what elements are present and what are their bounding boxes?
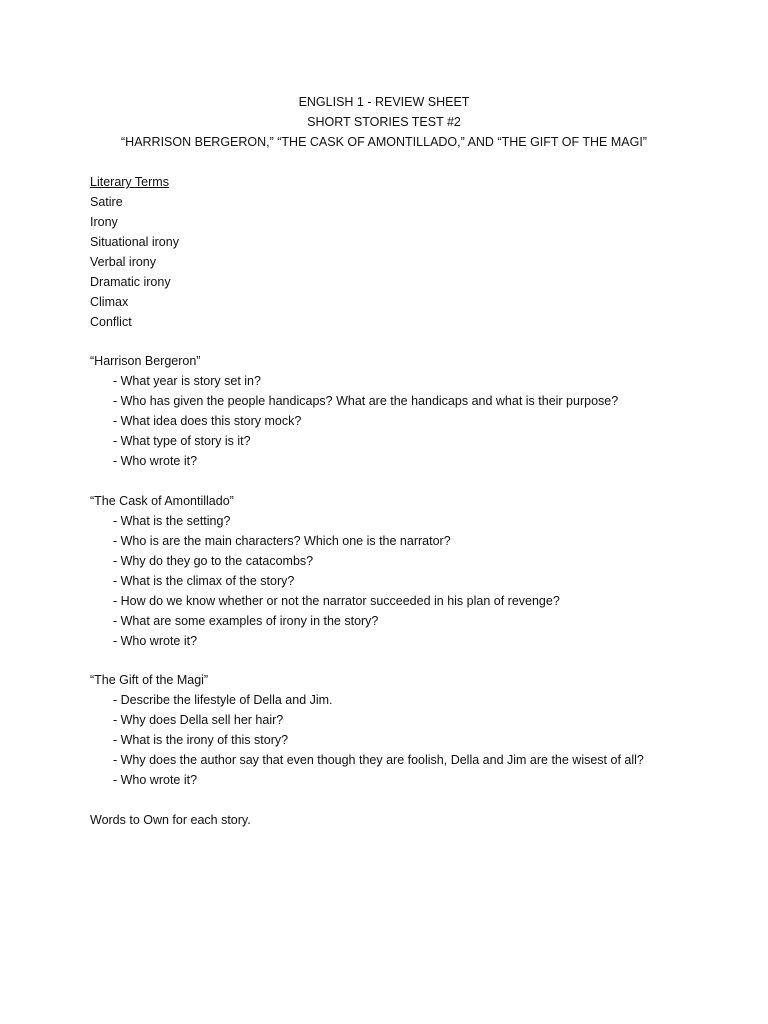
question-item: - What are some examples of irony in the story?	[113, 614, 379, 628]
section-title-harrison-bergeron: “Harrison Bergeron”	[90, 354, 201, 368]
question-item: - How do we know whether or not the narrator succeeded in his plan of revenge?	[113, 594, 560, 608]
question-item: - Who wrote it?	[113, 634, 198, 648]
document-subtitle: SHORT STORIES TEST #2	[307, 115, 461, 129]
question-item: - What is the setting?	[113, 514, 231, 528]
document-title: ENGLISH 1 - REVIEW SHEET	[298, 95, 470, 109]
question-item: - Who wrote it?	[113, 773, 198, 787]
question-item: - Who is are the main characters? Which one is the narrator?	[113, 534, 451, 548]
section-title-cask-of-amontillado: “The Cask of Amontillado”	[90, 494, 234, 508]
question-item: - Why does the author say that even though they are foolish, Della and Jim are the wisest of all?	[113, 753, 644, 767]
question-item: - What year is story set in?	[113, 374, 261, 388]
question-item: - What idea does this story mock?	[113, 414, 302, 428]
question-item: - Describe the lifestyle of Della and Jim.	[113, 693, 333, 707]
literary-term: Conflict	[90, 315, 132, 329]
story-list-heading: “HARRISON BERGERON,” “THE CASK OF AMONTILLADO,” AND “THE GIFT OF THE MAGI”	[121, 135, 647, 149]
literary-term: Verbal irony	[90, 255, 157, 269]
literary-term: Irony	[90, 215, 118, 229]
section-title-gift-of-the-magi: “The Gift of the Magi”	[90, 673, 209, 687]
literary-term: Climax	[90, 295, 129, 309]
literary-term: Situational irony	[90, 235, 179, 249]
question-item: - What type of story is it?	[113, 434, 251, 448]
literary-term: Dramatic irony	[90, 275, 171, 289]
question-item: - Who has given the people handicaps? What are the handicaps and what is their purpose?	[113, 394, 619, 408]
literary-terms-heading: Literary Terms	[90, 175, 169, 189]
literary-term: Satire	[90, 195, 123, 209]
question-item: - Why do they go to the catacombs?	[113, 554, 314, 568]
words-to-own-note: Words to Own for each story.	[90, 813, 251, 827]
question-item: - What is the irony of this story?	[113, 733, 289, 747]
question-item: - Who wrote it?	[113, 454, 198, 468]
question-item: - Why does Della sell her hair?	[113, 713, 284, 727]
question-item: - What is the climax of the story?	[113, 574, 295, 588]
